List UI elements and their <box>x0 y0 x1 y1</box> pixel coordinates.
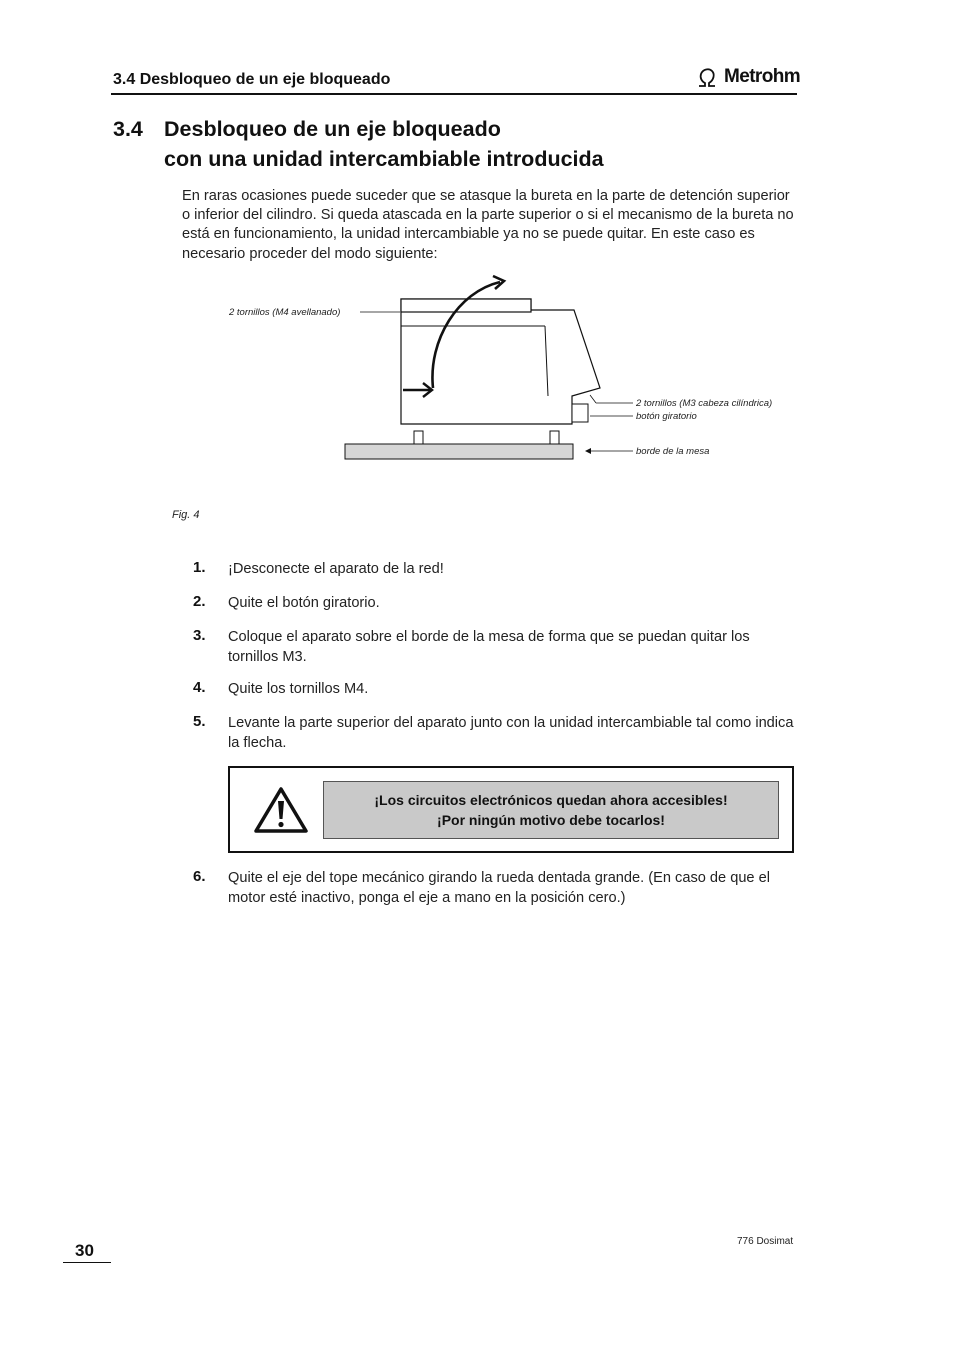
warning-box <box>228 766 794 853</box>
footer-rule <box>63 1262 111 1263</box>
warning-message <box>323 781 779 839</box>
step-number: 2. <box>193 593 206 610</box>
step-number: 3. <box>193 627 206 644</box>
warning-triangle-icon <box>253 786 309 834</box>
foot-right <box>550 431 559 444</box>
leader-table-arrowhead <box>585 448 591 454</box>
step-text: Quite el botón giratorio. <box>228 595 380 611</box>
header-rule <box>111 93 797 95</box>
label-m4-screws: 2 tornillos (M4 avellanado) <box>229 307 341 318</box>
running-header-title: 3.4 Desbloqueo de un eje bloqueado <box>113 71 391 88</box>
step-text: Quite el eje del tope mecánico girando la rueda dentada grande. (En caso de que el motor esté inactivo, ponga el eje a mano en la posición cero.) <box>228 870 770 906</box>
omega-logo-icon <box>694 66 724 90</box>
step-number: 4. <box>193 679 206 696</box>
figure-4 <box>160 270 820 475</box>
section-number: 3.4 <box>113 117 143 141</box>
warning-line-2: ¡Por ningún motivo debe tocarlos! <box>437 812 665 828</box>
product-name: 776 Dosimat <box>737 1236 794 1247</box>
foot-left <box>414 431 423 444</box>
brand-name: Metrohm <box>724 66 801 87</box>
table-edge-shape <box>345 444 573 459</box>
intro-paragraph: En raras ocasiones puede suceder que se atasque la bureta en la parte de detención superior o inferior del cilindro. Si queda atascada en la parte superior o si el mecanismo de la bureta no está en funcionamiento, la unidad intercambiable ya no se puede quitar. En este caso es necesario proceder del modo siguiente: <box>182 188 794 262</box>
step-number: 5. <box>193 713 206 730</box>
label-m3-screws: 2 tornillos (M3 cabeza cilíndrica) <box>636 398 773 409</box>
step-text: Coloque el aparato sobre el borde de la mesa de forma que se puedan quitar los tornillos M3. <box>228 629 750 665</box>
rotary-knob-shape <box>572 404 588 422</box>
leader-m3-a <box>590 395 596 403</box>
step-number: 6. <box>193 868 206 885</box>
warning-line-1: ¡Los circuitos electrónicos quedan ahora accesibles! <box>374 792 728 808</box>
page-number: 30 <box>75 1241 94 1260</box>
step-number: 1. <box>193 559 206 576</box>
label-rotary-knob: botón giratorio <box>636 411 697 422</box>
step-text: ¡Desconecte el aparato de la red! <box>228 561 444 577</box>
metrohm-logo <box>694 66 801 90</box>
section-title-line1: Desbloqueo de un eje bloqueado <box>164 117 501 141</box>
figure-caption: Fig. 4 <box>172 509 200 521</box>
section-title-line2: con una unidad intercambiable introducida <box>164 147 604 171</box>
label-table-edge: borde de la mesa <box>636 446 710 457</box>
step-text: Quite los tornillos M4. <box>228 681 369 697</box>
section-title <box>113 114 604 174</box>
step-text: Levante la parte superior del aparato junto con la unidad intercambiable tal como indica la flecha. <box>228 715 794 751</box>
device-body <box>401 299 600 424</box>
device-diagram <box>160 270 820 470</box>
